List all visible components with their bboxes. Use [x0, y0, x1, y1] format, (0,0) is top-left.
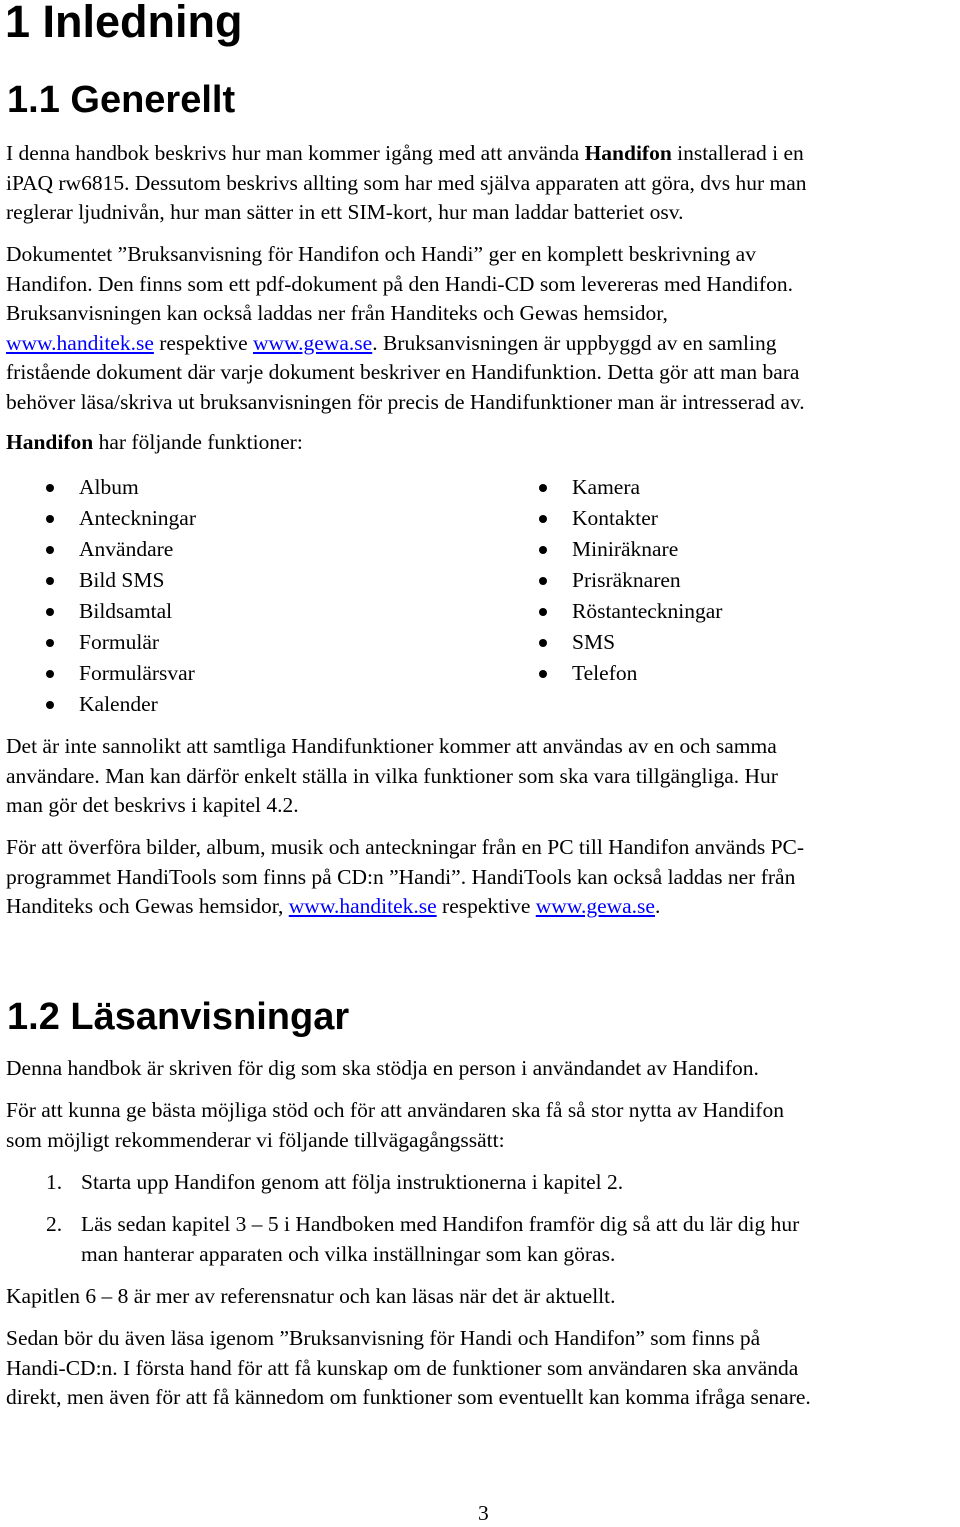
list-item: Kamera [537, 472, 722, 503]
step-2: 2. Läs sedan kapitel 3 – 5 i Handboken med Handifon framför dig så att du lär dig hur man hanterar apparaten och vilka inställningar som kan göras. [46, 1212, 800, 1266]
intro-paragraph: I denna handbok beskrivs hur man kommer igång med att använda Handifon installerad i en iPAQ rw6815. Dessutom beskrivs allting som har med själva apparaten att göra, dvs hur man reglerar ljudnivån, hur man sätter in ett SIM-kort, hur man laddar batteriet osv. [6, 141, 807, 224]
handitek-link-2[interactable]: www.handitek.se [288, 894, 437, 918]
functions-list-right [537, 472, 722, 689]
handitek-link[interactable]: www.handitek.se [6, 330, 154, 355]
functions-list-left [44, 472, 196, 720]
list-item: Användare [44, 534, 196, 565]
list-item: Formulärsvar [44, 658, 196, 689]
gewa-link-2[interactable]: www.gewa.se [535, 894, 655, 918]
list-item: SMS [537, 627, 722, 658]
list-item: Formulär [44, 627, 196, 658]
step-1: 1. Starta upp Handifon genom att följa instruktionerna i kapitel 2. [46, 1170, 624, 1194]
functions-intro: Handifon har följande funktioner: [6, 430, 303, 454]
list-item: Bildsamtal [44, 596, 196, 627]
list-item: Kalender [44, 689, 196, 720]
product-name: Handifon [584, 141, 672, 165]
list-item: Album [44, 472, 196, 503]
section-heading-lasanvisningar: 1.2 Läsanvisningar [7, 996, 350, 1038]
audience-paragraph: Denna handbok är skriven för dig som ska stödja en person i användandet av Handifon. [6, 1056, 759, 1080]
list-item: Prisräknaren [537, 565, 722, 596]
list-item: Bild SMS [44, 565, 196, 596]
manual-paragraph: Dokumentet ”Bruksanvisning för Handifon och Handi” ger en komplett beskrivning av Handifon. Den finns som ett pdf-dokument på den Handi-CD som levereras med Handifon. Bruksanvisningen kan också laddas ner från Handiteks och Gewas hemsidor, www.handitek.se respektive www.gewa.se. Bruksanvisningen är uppbyggd av en samling fristående dokument där varje dokument beskriver en Handifunktion. Detta gör att man bara behöver läsa/skriva ut bruksanvisningen för precis de Handifunktioner man är intresserad av. [6, 242, 805, 414]
list-item: Miniräknare [537, 534, 722, 565]
list-item: Röstanteckningar [537, 596, 722, 627]
handitools-paragraph: För att överföra bilder, album, musik och anteckningar från en PC till Handifon används PC- programmet HandiTools som finns på CD:n ”Handi”. HandiTools kan också laddas ner från Handiteks och Gewas hemsidor, www.handitek.se respektive www.gewa.se. [6, 835, 805, 918]
section-heading-generellt: 1.1 Generellt [7, 79, 236, 121]
gewa-link[interactable]: www.gewa.se [253, 330, 373, 355]
further-reading-paragraph: Sedan bör du även läsa igenom ”Bruksanvisning för Handi och Handifon” som finns på Handi-CD:n. I första hand för att få kunskap om de funktioner som användaren ska använda direkt, men även för att få kännedom om funktioner som eventuellt kan komma ifråga senare. [6, 1326, 811, 1409]
list-item: Anteckningar [44, 503, 196, 534]
list-item: Telefon [537, 658, 722, 689]
recommendation-paragraph: För att kunna ge bästa möjliga stöd och för att användaren ska få så stor nytta av Handifon som möjligt rekommenderar vi följande tillvägagångssätt: [6, 1098, 784, 1152]
chapter-heading: 1 Inledning [5, 0, 243, 47]
page-number: 3 [478, 1501, 489, 1525]
list-item: Kontakter [537, 503, 722, 534]
usage-paragraph: Det är inte sannolikt att samtliga Handifunktioner kommer att användas av en och samma användare. Man kan därför enkelt ställa in vilka funktioner som ska vara tillgängliga. Hur man gör det beskrivs i kapitel 4.2. [6, 734, 778, 817]
reference-paragraph: Kapitlen 6 – 8 är mer av referensnatur och kan läsas när det är aktuellt. [6, 1284, 616, 1308]
